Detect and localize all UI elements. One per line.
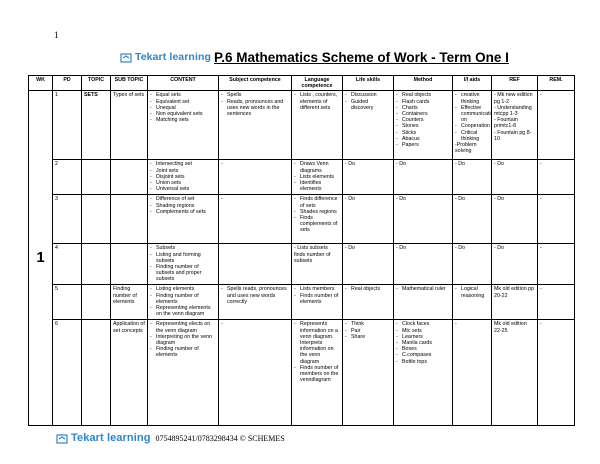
method-cell bbox=[394, 285, 453, 320]
life-skills-cell: - Do bbox=[343, 160, 394, 195]
col-header-wk: WK bbox=[29, 76, 53, 91]
footer-brand-logo bbox=[56, 432, 151, 444]
week-number: 1 bbox=[29, 91, 53, 426]
list-item: - Cooperation bbox=[455, 123, 489, 129]
subtopic-cell: Types of sets bbox=[111, 91, 148, 160]
list-item: - Think bbox=[345, 321, 391, 327]
subject-competence-cell: - bbox=[219, 160, 292, 195]
list-item: - Lists elements bbox=[294, 174, 340, 180]
ref-cell: Mk old edition 22-25 bbox=[492, 320, 538, 426]
col-header-rem: REM. bbox=[538, 76, 575, 91]
list-item: - Finds difference of sets bbox=[294, 196, 340, 208]
list-item: - Subsets bbox=[150, 245, 216, 251]
topic-cell bbox=[82, 320, 111, 426]
list-item: - Flash cards bbox=[396, 99, 450, 105]
content-cell bbox=[148, 244, 219, 285]
page-number: 1 bbox=[54, 30, 59, 40]
subtopic-cell bbox=[111, 244, 148, 285]
col-header-ref: REF bbox=[492, 76, 538, 91]
list-item: - Critical thinking bbox=[455, 130, 489, 142]
list-item: - Clock faces bbox=[396, 321, 450, 327]
scheme-table bbox=[28, 75, 575, 426]
list-item: - Equivalent set bbox=[150, 99, 216, 105]
list-item: - Non equivalent sets bbox=[150, 111, 216, 117]
ref-cell: - Do bbox=[492, 195, 538, 244]
list-item: - Interpreting on the venn diagram bbox=[150, 334, 216, 346]
life-skills-cell: - Do bbox=[343, 244, 394, 285]
list-item: - Identifies elements bbox=[294, 180, 340, 192]
table-row bbox=[29, 285, 575, 320]
subtopic-cell bbox=[111, 195, 148, 244]
list-item: - Finds complements of sets bbox=[294, 215, 340, 234]
subject-competence-cell bbox=[219, 244, 292, 285]
period-cell: 1 bbox=[53, 91, 82, 160]
list-item: - Union sets bbox=[150, 180, 216, 186]
list-item: - Joint sets bbox=[150, 168, 216, 174]
list-item: - Lists members bbox=[294, 286, 340, 292]
list-item: - Mathematical ruler bbox=[396, 286, 450, 292]
method-cell bbox=[394, 91, 453, 160]
list-item: - Papers bbox=[396, 142, 450, 148]
col-header-subject-competence: Subject competence bbox=[219, 76, 292, 91]
language-competence-cell bbox=[292, 91, 343, 160]
brand-logo bbox=[120, 51, 211, 63]
list-item: - Finds number of elements bbox=[294, 293, 340, 305]
list-item: - Spells bbox=[221, 92, 289, 98]
life-skills-cell bbox=[343, 91, 394, 160]
list-item: - Finding number of elements bbox=[150, 293, 216, 305]
language-competence-cell: - Lists subsets finds number of subsets bbox=[292, 244, 343, 285]
col-header-subtopic: SUB TOPIC bbox=[111, 76, 148, 91]
col-header-pd: PD bbox=[53, 76, 82, 91]
content-cell bbox=[148, 285, 219, 320]
footer-brand-name: Tekart learning bbox=[71, 432, 151, 444]
rem-cell: - bbox=[538, 160, 575, 195]
subject-competence-cell bbox=[219, 91, 292, 160]
subject-competence-cell bbox=[219, 285, 292, 320]
list-item: - Equal sets bbox=[150, 92, 216, 98]
list-item: - Guided discovery bbox=[345, 99, 391, 111]
method-cell: - Do bbox=[394, 195, 453, 244]
table-row bbox=[29, 320, 575, 426]
list-item: - Reads, pronounces and uses new words in the sentences bbox=[221, 99, 289, 118]
list-item: - Stones bbox=[396, 123, 450, 129]
list-item: - Unequal bbox=[150, 105, 216, 111]
col-header-aids: I/I aids bbox=[453, 76, 492, 91]
ref-cell: - Do bbox=[492, 244, 538, 285]
col-header-topic: TOPIC bbox=[82, 76, 111, 91]
brand-name: Tekart learning bbox=[135, 51, 211, 63]
list-item: - Complements of sets bbox=[150, 209, 216, 215]
list-item: - Represents information on a venn diagram. Interprets information on the venn diagram bbox=[294, 321, 340, 364]
subject-competence-cell: - bbox=[219, 320, 292, 426]
content-cell bbox=[148, 91, 219, 160]
subject-competence-cell: - bbox=[219, 195, 292, 244]
list-item: - Effective communicati on bbox=[455, 105, 489, 124]
list-item: - Charts bbox=[396, 105, 450, 111]
ref-line: - Fountain pg 8-10 bbox=[494, 129, 532, 142]
list-item: - Abacus bbox=[396, 136, 450, 142]
list-item: - Matching sets bbox=[150, 117, 216, 123]
period-cell: 4 bbox=[53, 244, 82, 285]
topic-cell bbox=[82, 160, 111, 195]
list-item: - Bottle tops bbox=[396, 359, 450, 365]
list-item: - Logical reasoning bbox=[455, 286, 489, 298]
content-cell bbox=[148, 320, 219, 426]
rem-cell: - bbox=[538, 320, 575, 426]
content-cell bbox=[148, 195, 219, 244]
aids-cell bbox=[453, 285, 492, 320]
footer-contact: 0754895241/0783298434 © SCHEMES bbox=[155, 433, 285, 443]
graduation-cap-icon bbox=[56, 433, 68, 444]
ref-line: - Mk new edition pg 1-2 bbox=[494, 92, 533, 105]
col-header-life-skills: Life skills bbox=[343, 76, 394, 91]
ref-line: - Fountain primtc1-8 bbox=[494, 117, 518, 130]
document-header bbox=[120, 47, 509, 67]
aids-extra: -Problem solving bbox=[455, 142, 477, 155]
language-competence-cell bbox=[292, 195, 343, 244]
list-item: - C.compases bbox=[396, 352, 450, 358]
list-item: - Draws Venn diagrams bbox=[294, 161, 340, 173]
list-item: - Share bbox=[345, 334, 391, 340]
method-cell: - Do bbox=[394, 244, 453, 285]
list-item: - Discussion bbox=[345, 92, 391, 98]
topic-cell bbox=[82, 195, 111, 244]
header-row bbox=[29, 76, 575, 91]
list-item: - Learners bbox=[396, 334, 450, 340]
list-item: - Counters bbox=[396, 117, 450, 123]
list-item: - Mtc sets bbox=[396, 328, 450, 334]
list-item: - Shades regions bbox=[294, 209, 340, 215]
list-item: - Intersecting set bbox=[150, 161, 216, 167]
list-item: - Universal sets bbox=[150, 186, 216, 192]
life-skills-cell: - Do bbox=[343, 195, 394, 244]
topic-cell: SETS bbox=[82, 91, 111, 160]
list-item: - Difference of set bbox=[150, 196, 216, 202]
list-item: - Sticks bbox=[396, 130, 450, 136]
content-cell bbox=[148, 160, 219, 195]
period-cell: 3 bbox=[53, 195, 82, 244]
list-item: - Containers bbox=[396, 111, 450, 117]
list-item: - Real objects bbox=[396, 92, 450, 98]
subtopic-cell bbox=[111, 160, 148, 195]
ref-cell: Mk old edition pp 20-22 bbox=[492, 285, 538, 320]
graduation-cap-icon bbox=[120, 52, 132, 63]
rem-cell: - bbox=[538, 195, 575, 244]
language-competence-cell bbox=[292, 320, 343, 426]
list-item: - Finding number of elements bbox=[150, 346, 216, 358]
period-cell: 2 bbox=[53, 160, 82, 195]
aids-cell: - bbox=[453, 320, 492, 426]
list-item: - Manila cards bbox=[396, 340, 450, 346]
list-item: - creative thinking bbox=[455, 92, 489, 104]
col-header-language-competence: Language competence bbox=[292, 76, 343, 91]
period-cell: 5 bbox=[53, 285, 82, 320]
rem-cell: - bbox=[538, 285, 575, 320]
document-footer bbox=[56, 432, 285, 444]
life-skills-cell bbox=[343, 320, 394, 426]
language-competence-cell bbox=[292, 160, 343, 195]
list-item: - Disjoint sets bbox=[150, 174, 216, 180]
aids-cell: - Do bbox=[453, 195, 492, 244]
ref-cell bbox=[492, 91, 538, 160]
ref-line: - Understanding mtcpp 1-3 bbox=[494, 104, 532, 118]
list-item: - Finds number of members on the venndiagram bbox=[294, 365, 340, 384]
aids-cell bbox=[453, 91, 492, 160]
table-row bbox=[29, 195, 575, 244]
ref-cell: - Do bbox=[492, 160, 538, 195]
table-row bbox=[29, 91, 575, 160]
rem-cell: - bbox=[538, 244, 575, 285]
list-item: - Listing elements bbox=[150, 286, 216, 292]
language-competence-cell bbox=[292, 285, 343, 320]
method-cell bbox=[394, 320, 453, 426]
list-item: - Representing elects on the venn diagram bbox=[150, 321, 216, 333]
list-item: - Listing and forming subsets bbox=[150, 252, 216, 264]
life-skills-cell bbox=[343, 285, 394, 320]
list-item: - Boxes bbox=[396, 346, 450, 352]
method-cell: - Do bbox=[394, 160, 453, 195]
list-item: - Spells reads, pronounces and uses new words correctly bbox=[221, 286, 289, 305]
aids-cell: - Do bbox=[453, 160, 492, 195]
subtopic-cell: Application of set concepts bbox=[111, 320, 148, 426]
rem-cell: - bbox=[538, 91, 575, 160]
aids-cell: - Do bbox=[453, 244, 492, 285]
col-header-method: Method bbox=[394, 76, 453, 91]
page-title: P.6 Mathematics Scheme of Work - Term One I bbox=[214, 49, 509, 65]
list-item: - Real objects bbox=[345, 286, 391, 292]
col-header-content: CONTENT bbox=[148, 76, 219, 91]
list-item: - Pair bbox=[345, 328, 391, 334]
list-item: - Finding number of subsets and proper subsets bbox=[150, 264, 216, 283]
table-row bbox=[29, 244, 575, 285]
subtopic-cell: Finding number of elements bbox=[111, 285, 148, 320]
topic-cell bbox=[82, 285, 111, 320]
list-item: - Representing elements on the venn diagram bbox=[150, 305, 216, 317]
table-row bbox=[29, 160, 575, 195]
list-item: - Shading regions bbox=[150, 203, 216, 209]
list-item: - Lists , counters, elements of different sets bbox=[294, 92, 340, 111]
topic-cell bbox=[82, 244, 111, 285]
period-cell: 6 bbox=[53, 320, 82, 426]
